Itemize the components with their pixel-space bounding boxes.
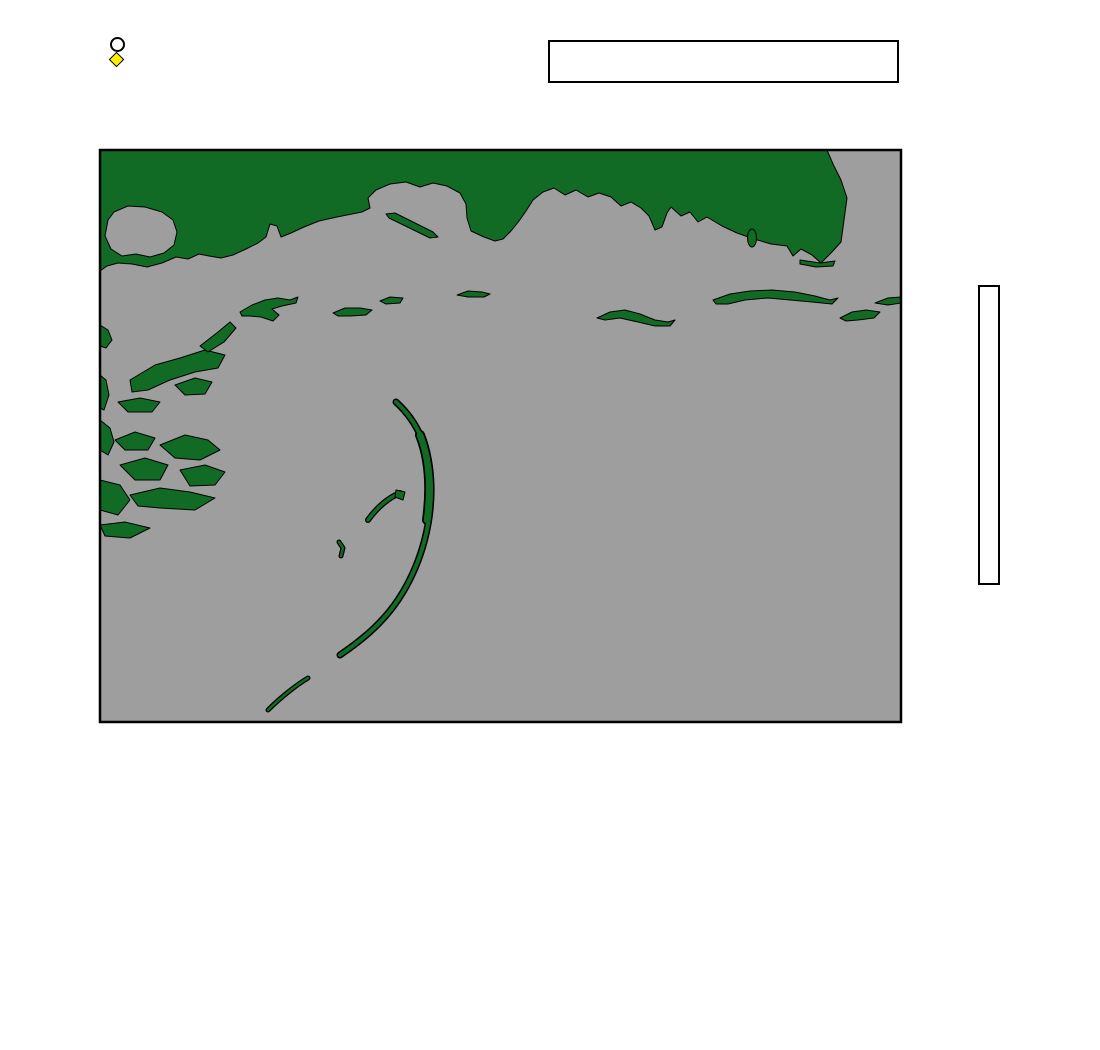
legend-item-usm xyxy=(110,37,128,52)
usm-circle-icon xyxy=(110,37,128,52)
map-plot xyxy=(88,138,915,736)
vector-scale-box xyxy=(548,40,899,83)
round-island xyxy=(748,229,757,247)
colorbar xyxy=(978,285,1000,585)
symbol-legend xyxy=(110,37,128,67)
ndbc-diamond-icon xyxy=(110,54,128,65)
legend-item-ndbc xyxy=(110,52,128,67)
vector-arrows xyxy=(550,42,897,81)
